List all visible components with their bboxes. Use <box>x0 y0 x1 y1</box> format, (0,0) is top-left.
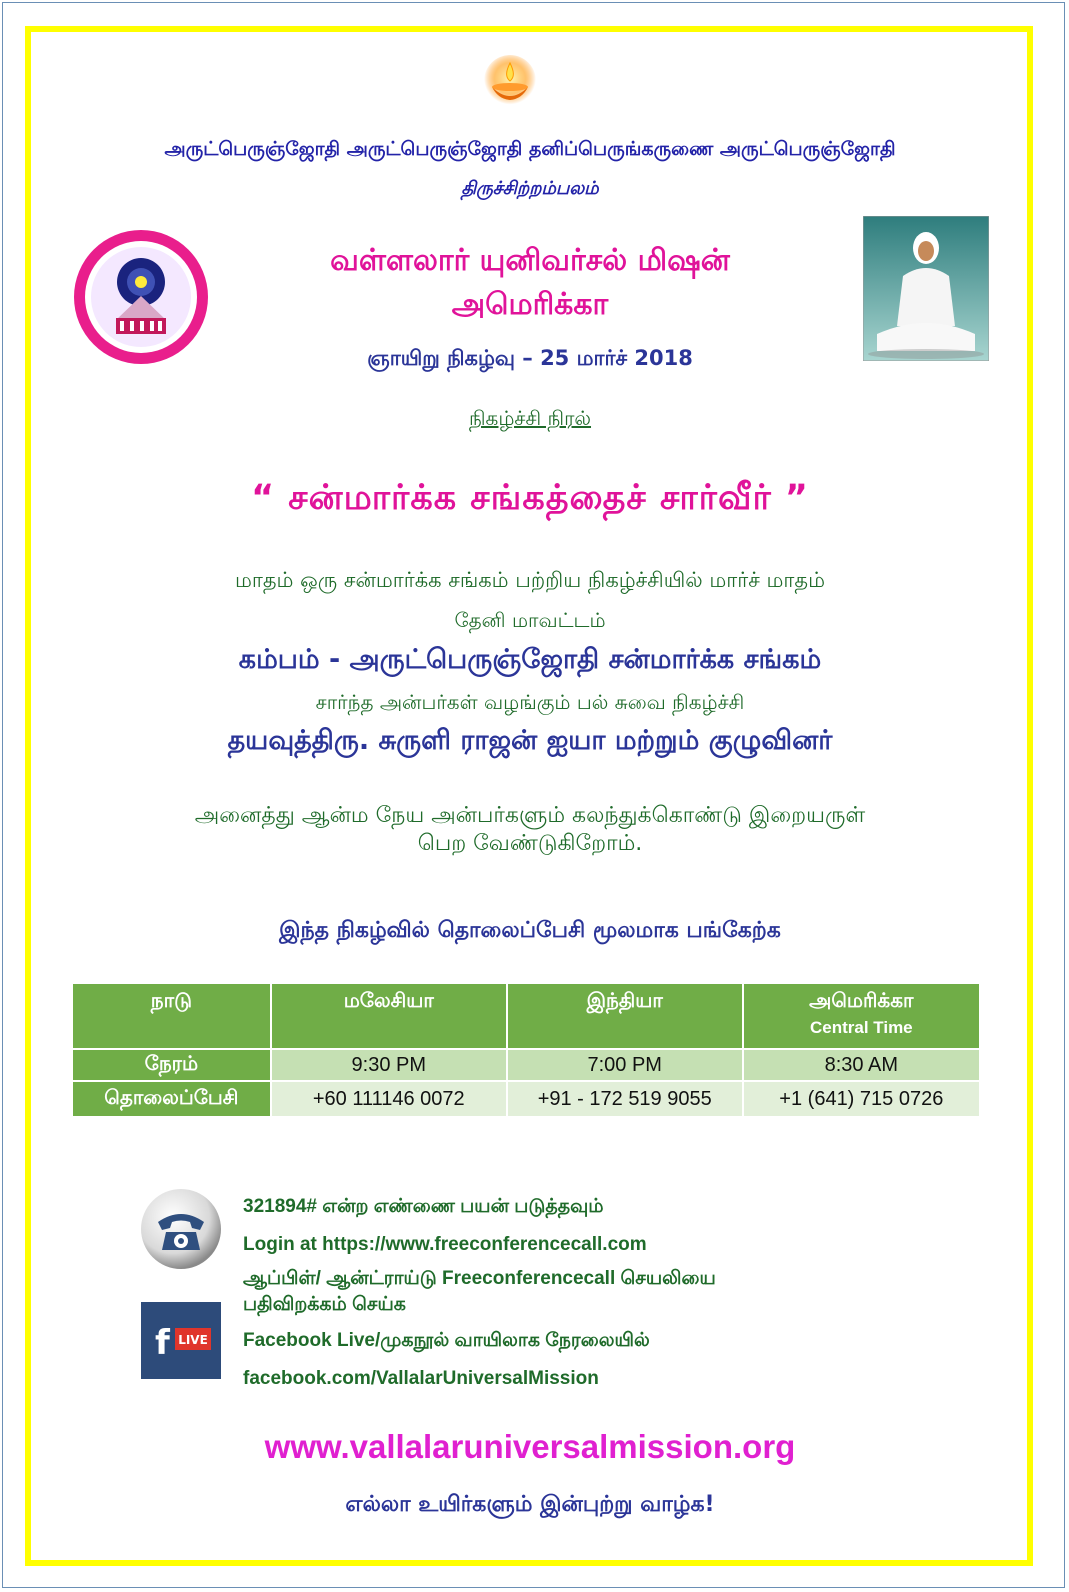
invitation-line-2: பெற வேண்டுகிறோம். <box>417 831 643 856</box>
live-badge-label: LIVE <box>178 1333 208 1347</box>
organization-name: வள்ளலார் யுனிவர்சல் மிஷன் <box>330 243 730 278</box>
thiruchitrambalam: திருச்சிற்றம்பலம் <box>461 178 599 199</box>
description-line-5: தயவுத்திரு. சுருளி ராஜன் ஐயா மற்றும் குழுவினர் <box>227 725 833 756</box>
conference-login-link[interactable]: Login at https://www.freeconferencecall.com <box>243 1234 647 1255</box>
event-title: “ சன்மார்க்க சங்கத்தைச் சார்வீர் ” <box>251 478 809 518</box>
phone-india[interactable]: +91 - 172 519 9055 <box>507 1081 743 1117</box>
header-malaysia: மலேசியா <box>271 983 507 1049</box>
table-header-row <box>72 983 980 1049</box>
phone-participation-heading: இந்த நிகழ்வில் தொலைப்பேசி மூலமாக பங்கேற்க <box>279 918 781 943</box>
header-usa-subtitle: Central Time <box>809 1018 913 1037</box>
description-line-3: கம்பம் - அருட்பெருஞ்ஜோதி சன்மார்க்க சங்கம் <box>238 644 822 675</box>
program-list-label: நிகழ்ச்சி நிரல் <box>468 406 592 430</box>
closing-blessing: எல்லா உயிர்களும் இன்புற்று வாழ்க! <box>345 1492 715 1517</box>
mission-logo <box>72 228 210 366</box>
time-usa: 8:30 AM <box>743 1049 980 1081</box>
facebook-live-icon <box>141 1302 221 1379</box>
telephone-icon <box>140 1188 222 1270</box>
header-usa <box>743 983 980 1049</box>
row-label-phone: தொலைப்பேசி <box>72 1081 271 1117</box>
organization-country: அமெரிக்கா <box>451 287 609 322</box>
description-line-1: மாதம் ஒரு சன்மார்க்க சங்கம் பற்றிய நிகழ்ச்சியில் மார்ச் மாதம் <box>235 568 825 592</box>
header-usa-label: அமெரிக்கா <box>809 990 914 1012</box>
timing-table <box>71 982 981 1118</box>
table-row <box>72 1081 980 1117</box>
phone-malaysia[interactable]: +60 111146 0072 <box>271 1081 507 1117</box>
header-country: நாடு <box>72 983 271 1049</box>
svg-text:f: f <box>155 1323 170 1363</box>
phone-usa[interactable]: +1 (641) 715 0726 <box>743 1081 980 1117</box>
time-malaysia: 9:30 PM <box>271 1049 507 1081</box>
description-line-4: சார்ந்த அன்பர்கள் வழங்கும் பல் சுவை நிகழ்ச்சி <box>315 690 745 714</box>
facebook-live-line: Facebook Live/முகநூல் வாயிலாக நேரலையில் <box>243 1330 650 1351</box>
facebook-page-link[interactable]: facebook.com/VallalarUniversalMission <box>243 1368 599 1389</box>
app-download-line-2: பதிவிறக்கம் செய்க <box>243 1294 406 1315</box>
table-row <box>72 1049 980 1081</box>
oil-lamp-icon <box>482 55 538 111</box>
header-india: இந்தியா <box>507 983 743 1049</box>
description-line-2: தேனி மாவட்டம் <box>454 608 606 632</box>
invocation-line: அருட்பெருஞ்ஜோதி அருட்பெருஞ்ஜோதி தனிப்பெருங்கருணை அருட்பெருஞ்ஜோதி <box>164 138 896 160</box>
invitation-line-1: அனைத்து ஆன்ம நேய அன்பர்களும் கலந்துக்கொண்டு இறையருள் <box>194 803 866 828</box>
row-label-time: நேரம் <box>72 1049 271 1081</box>
vallalar-photo <box>863 216 989 361</box>
event-date: ஞாயிறு நிகழ்வு – 25 மார்ச் 2018 <box>367 346 693 370</box>
conference-pin: 321894# என்ற எண்ணை பயன் படுத்தவும் <box>243 1196 604 1217</box>
website-link[interactable]: www.vallalaruniversalmission.org <box>264 1428 796 1465</box>
time-india: 7:00 PM <box>507 1049 743 1081</box>
app-download-line-1: ஆப்பிள்/ ஆன்ட்ராய்டு Freeconferencecall செயலியை <box>243 1268 716 1289</box>
